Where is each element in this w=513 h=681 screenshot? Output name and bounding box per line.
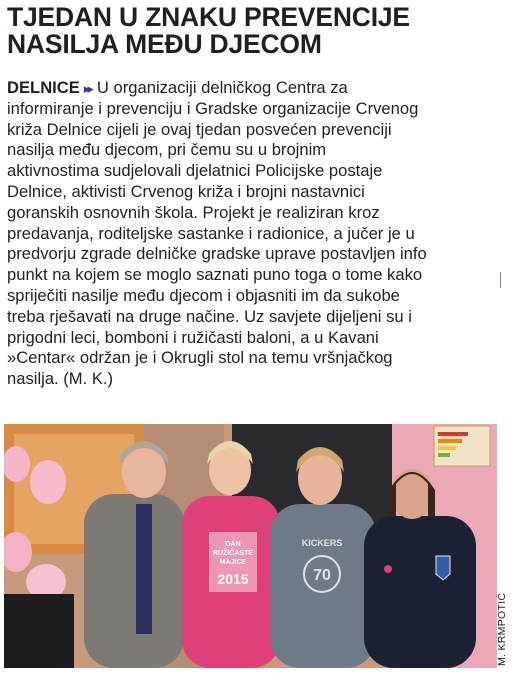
police-badge-icon [436,556,450,580]
article-body [7,78,507,390]
sign-bar [438,446,456,450]
shirt-text: RUŽIČASTE [212,550,254,557]
article-first-line [7,78,507,99]
sign-bar [438,439,462,443]
article-line: treba rješavati na druge načine. Uz savjete dijeljeni su i [7,306,412,326]
shirt-text: DAN [225,541,241,548]
grey-coat [84,494,184,668]
sign-bar [438,453,450,457]
article-headline [7,4,507,58]
shirt-text: MAJICE [219,559,247,566]
article-line: predavanja, roditeljske sastanke i radionice, a jučer je u [7,223,415,243]
article-line: predvorju zgrade delničke gradske uprave postavljen info [7,244,427,264]
article-line: goranskih osnovnih škola. Projekt je realiziran kroz [7,202,380,222]
article-line: »Centar« održan je i Okrugli stol na temu vršnjačkog [7,348,393,368]
face [391,469,433,519]
article-line: aktivnostima sudjelovali djelatnici Policijske postaje [7,161,383,181]
balloon [30,460,66,504]
headline-line-1: TJEDAN U ZNAKU PREVENCIJE [7,2,410,32]
article-line: spriječiti nasilje među djecom i objasniti im da sukobe [7,285,400,305]
navy-scarf [136,504,152,634]
article-line: križa Delnice cijeli je ovaj tjedan posvećen prevenciji [7,119,392,139]
page-edge-mark [500,272,509,288]
dateline: DELNICE [7,78,80,97]
shirt-year: 2015 [217,571,249,587]
article-line: prigodni leci, bomboni i ružičasti baloni, a u Kavani [7,327,379,347]
article-line: nasilja među djecom, pri čemu su u brojnim [7,140,327,160]
police-uniform [364,516,476,668]
pink-pin [384,565,392,573]
black-bag [4,594,74,668]
article-photo [4,424,497,668]
article-line: U organizaciji delničkog Centra za [96,78,348,97]
article-line: informiranje i prevenciju i Gradske organizacije Crvenog [7,98,419,118]
article-line: Delnice, aktivisti Crvenog križa i brojni nastavnici [7,181,365,201]
grey-hoodie [270,504,376,668]
hoodie-number: 70 [313,567,331,584]
headline-line-2: NASILJA MEĐU DJECOM [7,29,322,59]
sign-bar [438,432,468,436]
double-arrow-icon: ▸▸ [83,81,91,96]
hoodie-text: KICKERS [301,538,343,548]
article-line: nasilja. (M. K.) [7,369,114,389]
group-photo-illustration [4,424,497,668]
article-line: punkt na kojem se moglo saznati puno toga o tome kako [7,265,423,285]
photo-credit: M. KRMPOTIĆ [496,592,508,666]
